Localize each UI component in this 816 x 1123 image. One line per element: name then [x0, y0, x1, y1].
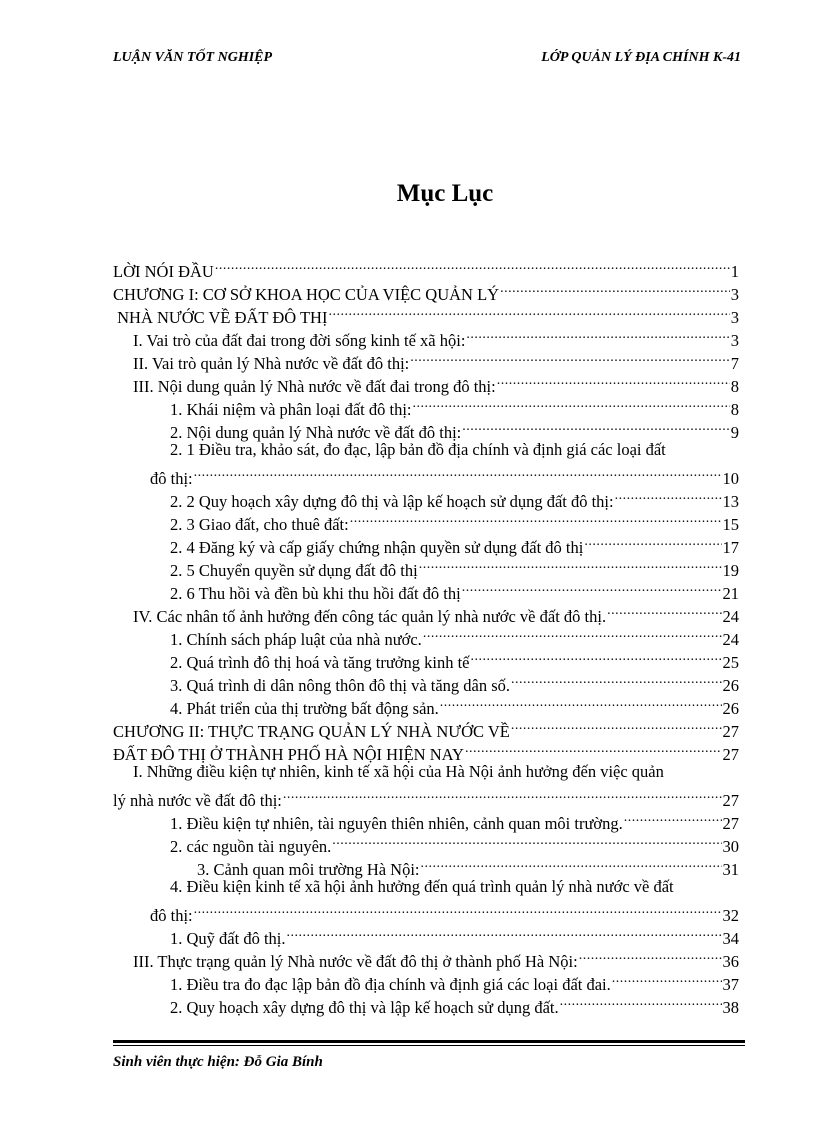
header-right: LỚP QUẢN LÝ ĐỊA CHÍNH K-41 [541, 50, 741, 65]
toc-entry-page: 9 [730, 423, 739, 442]
toc-entry-text: IV. Các nhân tố ảnh hưởng đến công tác quản lý nhà nước về đất đô thị. [133, 607, 607, 626]
toc-entry-page: 24 [722, 630, 739, 649]
toc-leader-dots [462, 576, 722, 599]
toc-leader-dots [194, 461, 722, 484]
toc-entry-page: 27 [722, 791, 739, 810]
toc-entry-text-cont: đô thị: [150, 469, 193, 488]
toc-entry-page: 27 [722, 745, 739, 764]
toc-entry[interactable] [113, 875, 739, 925]
toc-entry[interactable] [113, 921, 739, 948]
toc-entry-text: 4. Phát triển của thị trường bất động sản. [170, 699, 439, 718]
toc-leader-dots [465, 737, 722, 760]
toc-entry[interactable] [113, 254, 739, 281]
toc-entry-text: 3. Quá trình di dân nông thôn đô thị và tăng dân số. [170, 676, 511, 695]
toc-entry-text: 2. các nguồn tài nguyên. [170, 837, 332, 856]
toc-entry-page: 27 [722, 814, 739, 833]
toc-leader-dots [413, 392, 730, 415]
toc-entry-text: III. Nội dung quản lý Nhà nước về đất đai trong đô thị: [133, 377, 496, 396]
toc-entry-page: 8 [730, 377, 739, 396]
toc-entry-text: 2. 1 Điều tra, khảo sát, đo đạc, lập bản đồ địa chính và định giá các loại đất [170, 440, 666, 459]
toc-entry-text-cont: lý nhà nước về đất đô thị: [113, 791, 282, 810]
toc-entry-page: 26 [722, 699, 739, 718]
toc-entry-page: 3 [730, 285, 739, 304]
toc-leader-dots [328, 300, 729, 323]
toc-entry-text: CHƯƠNG II: THỰC TRẠNG QUẢN LÝ NHÀ NƯỚC VỀ [113, 722, 510, 741]
toc-entry-page: 32 [722, 906, 739, 925]
toc-entry-page: 21 [722, 584, 739, 603]
toc-leader-dots [560, 990, 722, 1013]
toc-leader-dots [440, 691, 722, 714]
toc-entry-text: 4. Điều kiện kinh tế xã hội ảnh hưởng đến quá trình quản lý nhà nước về đất [170, 877, 674, 896]
toc-leader-dots [421, 852, 722, 875]
toc-entry[interactable] [113, 760, 739, 810]
toc-entry-text: 2. 5 Chuyển quyền sử dụng đất đô thị [170, 561, 418, 580]
toc-leader-dots [497, 369, 730, 392]
toc-leader-dots [615, 484, 722, 507]
toc-leader-dots [612, 967, 722, 990]
toc-entry-text-cont: đô thị: [150, 906, 193, 925]
toc-entry-text: 2. Nội dung quản lý Nhà nước về đất đô thị: [170, 423, 462, 442]
toc-entry[interactable] [113, 484, 739, 511]
toc-entry-text: 1. Khái niệm và phân loại đất đô thị: [170, 400, 412, 419]
toc-leader-dots [624, 806, 722, 829]
toc-entry-page: 10 [722, 469, 739, 488]
toc-leader-dots [607, 599, 721, 622]
page-header [113, 50, 741, 72]
toc-entry-page: 15 [722, 515, 739, 534]
footer-divider-thin [113, 1045, 745, 1046]
toc-entry-page: 7 [730, 354, 739, 373]
toc-leader-dots [410, 346, 729, 369]
toc-entry-page: 17 [722, 538, 739, 557]
toc-entry-text: 2. 6 Thu hồi và đền bù khi thu hồi đất đô thị [170, 584, 461, 603]
toc-entry-text: I. Những điều kiện tự nhiên, kinh tế xã hội của Hà Nội ảnh hưởng đến việc quản [133, 762, 664, 781]
toc-entry-page: 13 [722, 492, 739, 511]
header-left: LUẬN VĂN TỐT NGHIỆP [113, 50, 273, 65]
toc-entry-page: 19 [722, 561, 739, 580]
toc-entry-text: 2. Quá trình đô thị hoá và tăng trưởng kinh tế [170, 653, 470, 672]
toc-entry-page: 36 [722, 952, 739, 971]
page-title: Mục Lục [396, 180, 494, 207]
toc-entry-page: 3 [730, 308, 739, 327]
toc-entry-text: II. Vai trò quản lý Nhà nước về đất đô thị: [133, 354, 410, 373]
toc-entry-text: 2. 4 Đăng ký và cấp giấy chứng nhận quyền sử dụng đất đô thị [170, 538, 584, 557]
toc-entry-text: 3. Cảnh quan môi trường Hà Nội: [197, 860, 420, 879]
toc-entry-text: 2. 2 Quy hoạch xây dựng đô thị và lập kế hoạch sử dụng đất đô thị: [170, 492, 614, 511]
toc-entry-page: 34 [722, 929, 739, 948]
toc-entry-page: 3 [730, 331, 739, 350]
toc-leader-dots [511, 714, 722, 737]
footer-divider [113, 1040, 745, 1043]
toc-entry-page: 25 [722, 653, 739, 672]
toc-entry-text: III. Thực trạng quản lý Nhà nước về đất đô thị ở thành phố Hà Nội: [133, 952, 578, 971]
toc-entry-text: 1. Điều tra đo đạc lập bản đồ địa chính và định giá các loại đất đai. [170, 975, 611, 994]
toc-entry-text: NHÀ NƯỚC VỀ ĐẤT ĐÔ THỊ [113, 308, 328, 327]
page-footer: Sinh viên thực hiện: Đỗ Gia Bính [113, 1054, 323, 1070]
toc-leader-dots [500, 277, 730, 300]
toc-entry-text: ĐẤT ĐÔ THỊ Ở THÀNH PHỐ HÀ NỘI HIỆN NAY [113, 745, 464, 764]
toc-entry-page: 24 [722, 607, 739, 626]
toc-leader-dots [423, 622, 722, 645]
toc-entry-text: 2. Quy hoạch xây dựng đô thị và lập kế hoạch sử dụng đất. [170, 998, 559, 1017]
toc-entry-page: 26 [722, 676, 739, 695]
toc-entry-text: LỜI NÓI ĐẦU [113, 262, 214, 281]
toc-leader-dots [332, 829, 721, 852]
toc-entry-page: 30 [722, 837, 739, 856]
toc-entry-text: 2. 3 Giao đất, cho thuê đất: [170, 515, 349, 534]
toc-leader-dots [579, 944, 722, 967]
toc-entry-page: 1 [730, 262, 739, 281]
toc-entry-text: I. Vai trò của đất đai trong đời sống kinh tế xã hội: [133, 331, 466, 350]
toc-entry-text: 1. Chính sách pháp luật của nhà nước. [170, 630, 422, 649]
toc-leader-dots [350, 507, 722, 530]
toc-entry-page: 37 [722, 975, 739, 994]
toc-leader-dots [419, 553, 722, 576]
toc-entry-page: 27 [722, 722, 739, 741]
toc-leader-dots [215, 254, 730, 277]
toc-leader-dots [584, 530, 721, 553]
toc-leader-dots [194, 898, 722, 921]
toc-entry-text: 1. Quỹ đất đô thị. [170, 929, 286, 948]
toc-leader-dots [287, 921, 722, 944]
toc-entry[interactable] [113, 438, 739, 488]
toc-entry-text: 1. Điều kiện tự nhiên, tài nguyên thiên nhiên, cảnh quan môi trường. [170, 814, 623, 833]
toc-entry-page: 38 [722, 998, 739, 1017]
toc-leader-dots [462, 415, 730, 438]
toc-entry-page: 31 [722, 860, 739, 879]
toc-entry-page: 8 [730, 400, 739, 419]
toc-leader-dots [471, 645, 722, 668]
toc-leader-dots [511, 668, 721, 691]
toc-leader-dots [466, 323, 729, 346]
toc-leader-dots [283, 783, 722, 806]
toc-entry-text: CHƯƠNG I: CƠ SỞ KHOA HỌC CỦA VIỆC QUẢN LÝ [113, 285, 500, 304]
table-of-contents [113, 254, 739, 1017]
